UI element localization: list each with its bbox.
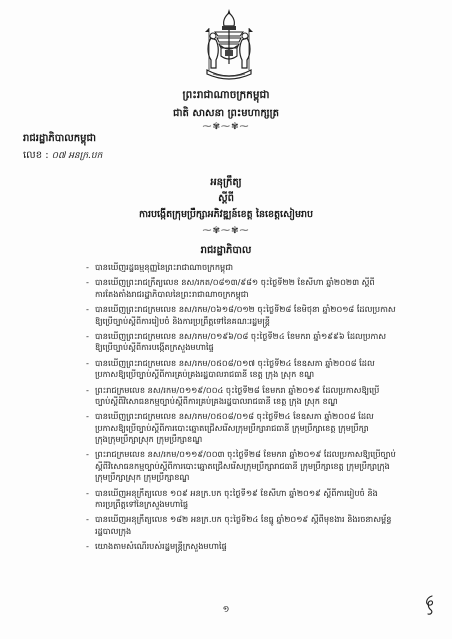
- clause-bullet: -: [86, 331, 89, 342]
- national-motto: ជាតិ សាសនា ព្រះមហាក្សត្រ: [173, 108, 279, 119]
- clause-text: បានឃើញព្រះរាជក្រមលេខ នស/រកម/០១៩៦/០៨ ចុះថ្ងៃទី២៤ ខែមករា ឆ្នាំ១៩៩៦ ដែលប្រកាស ឱ្យប្រើច្បាប់ស្ដីពីការបង្កើតក្រសួងមហាផ្ទៃ: [95, 331, 387, 353]
- preamble-clause: [86, 358, 431, 381]
- preamble-clause: [86, 331, 431, 354]
- clause-text: ព្រះរាជក្រមលេខ នស/រកម/០១១៩/០០៣ ចុះថ្ងៃទី២៨ ខែមករា ឆ្នាំ២០១៩ ដែលប្រកាសឱ្យប្រើច្បាប់ ស្ដីពីវិសោធនកម្មច្បាប់ស្ដីពីការបោះឆ្នោតជ្រើសរើសក្រុមប្រឹក្សារាជធានី ក្រុមប្រឹក្សាខេត្ត ក្រុមប្រឹក្សាក្រុង ក្រុមប្រឹក្សាស្រុក ក្រុមប្រឹក្សាខណ្ឌ: [95, 449, 396, 483]
- preamble-clause: [86, 514, 431, 537]
- clause-text: បានឃើញរដ្ឋធម្មនុញ្ញនៃព្រះរាជាណាចក្រកម្ពុជា: [95, 262, 234, 272]
- clause-text: បានឃើញអនុក្រឹត្យលេខ ១០៩ អនក្រ.បក ចុះថ្ងៃទី១៩ ខែសីហា ឆ្នាំ២០១៩ ស្ដីពីការរៀបចំ និង ការប្រព្រឹត្តទៅនៃក្រសួងមហាផ្ទៃ: [95, 487, 378, 509]
- clause-text: បានឃើញព្រះរាជក្រមលេខ នស/រកម/០៥០៨/០១៧ ចុះថ្ងៃទី២៤ ខែឧសភា ឆ្នាំ២០០៨ ដែល ប្រកាសឱ្យប្រើច្បាប់ស្ដីពីការគ្រប់គ្រងរដ្ឋបាលរាជធានី ខេត្ត ក្រុង ស្រុក ខណ្ឌ: [95, 357, 375, 380]
- clause-bullet: -: [86, 357, 89, 368]
- clause-bullet: -: [86, 262, 89, 272]
- clause-bullet: -: [86, 541, 89, 552]
- clause-text: បានឃើញព្រះរាជក្រមលេខ នស/រកម/០៦១៨/០១២ ចុះថ្ងៃទី២៨ ខែមិថុនា ឆ្នាំ២០១៨ ដែលប្រកាស ឱ្យប្រើច្បាប់ស្ដីពីការរៀបចំ និងការប្រព្រឹត្តទៅនៃគណៈរដ្ឋមន្ត្រី: [95, 304, 396, 326]
- preamble-clause: [86, 411, 431, 445]
- body-heading: រាជរដ្ឋាភិបាល: [200, 245, 252, 256]
- clause-bullet: -: [86, 277, 89, 288]
- kingdom-title: ព្រះរាជាណាចក្រកម្ពុជា: [182, 89, 270, 101]
- reference-number: [23, 148, 102, 163]
- clause-text: បានឃើញព្រះរាជក្រមលេខ នស/រកម/០៥០៨/០១៨ ចុះថ្ងៃទី២៤ ខែឧសភា ឆ្នាំ២០០៨ ដែល ប្រកាសឱ្យប្រើច្បាប់ស្ដីពីការបោះឆ្នោតជ្រើសរើសក្រុមប្រឹក្សារាជធានី ក្រុមប្រឹក្សាខេត្ត ក្រុមប្រឹក្សា ក្រុងក្រុមប្រឹក្សាស្រុក ក្រុមប្រឹក្សាខណ្ឌ: [95, 411, 374, 444]
- royal-arms-emblem: [203, 8, 255, 82]
- clause-bullet: -: [86, 449, 89, 460]
- clause-bullet: -: [86, 411, 89, 422]
- preamble-clause: [86, 277, 431, 300]
- preamble-clauses: [86, 262, 431, 557]
- reference-value: ០៧ អនក្រ.បក: [51, 151, 103, 161]
- issuing-government: រាជរដ្ឋាភិបាលកម្ពុជា: [23, 133, 96, 144]
- clause-text: យោងតាមសំណើរបស់រដ្ឋមន្ត្រីក្រសួងមហាផ្ទៃ: [95, 541, 227, 552]
- preamble-clause: [86, 488, 431, 511]
- preamble-clause: [86, 304, 431, 327]
- title-flourish: ⁓✾⁓✾⁓: [202, 226, 250, 236]
- clause-bullet: -: [86, 384, 89, 395]
- reference-label: លេខ :: [23, 150, 49, 161]
- preamble-clause: [86, 541, 431, 552]
- preamble-clause: [86, 262, 431, 273]
- document-subject: ការបង្កើតក្រុមប្រឹក្សាអភិវឌ្ឍន៍ខេត្ត នៃខេត្តសៀមរាប: [138, 209, 314, 220]
- clause-bullet: -: [86, 514, 89, 525]
- document-kind: អនុក្រឹត្យ: [210, 177, 242, 188]
- clause-bullet: -: [86, 487, 89, 498]
- clause-text: បានឃើញព្រះរាជក្រឹត្យលេខ នស/រកត/០៨១៣/៩៨១ ចុះថ្ងៃទី២២ ខែសីហា ឆ្នាំ២០២៣ ស្ដីពី ការតែងតាំងរាជរដ្ឋាភិបាលនៃព្រះរាជាណាចក្រកម្ពុជា: [95, 277, 375, 299]
- page-number: ១: [222, 605, 230, 615]
- handwritten-initial: [423, 594, 437, 616]
- preamble-clause: [86, 385, 431, 408]
- clause-text: ព្រះរាជក្រមលេខ នស/រកម/០១១៩/០០៤ ចុះថ្ងៃទី២៨ ខែមករា ឆ្នាំ២០១៩ ដែលប្រកាសឱ្យប្រើ ច្បាប់ស្ដីពីវិសោធនកម្មច្បាប់ស្ដីពីការគ្រប់គ្រងរដ្ឋបាលរាជធានី ខេត្ត ក្រុង ស្រុក ខណ្ឌ: [95, 384, 380, 406]
- clause-text: បានឃើញអនុក្រឹត្យលេខ ១៨២ អនក្រ.បក ចុះថ្ងៃទី២៤ ខែធ្នូ ឆ្នាំ២០១៩ ស្ដីពីមុខងារ និងរចនាសម្ព័ន្ធ រដ្ឋបាលក្រុង: [95, 514, 392, 536]
- clause-bullet: -: [86, 304, 89, 315]
- header-flourish: ⁓✾⁓✾⁓: [202, 122, 250, 132]
- preamble-clause: [86, 449, 431, 483]
- document-on: ស្ដីពី: [218, 193, 234, 204]
